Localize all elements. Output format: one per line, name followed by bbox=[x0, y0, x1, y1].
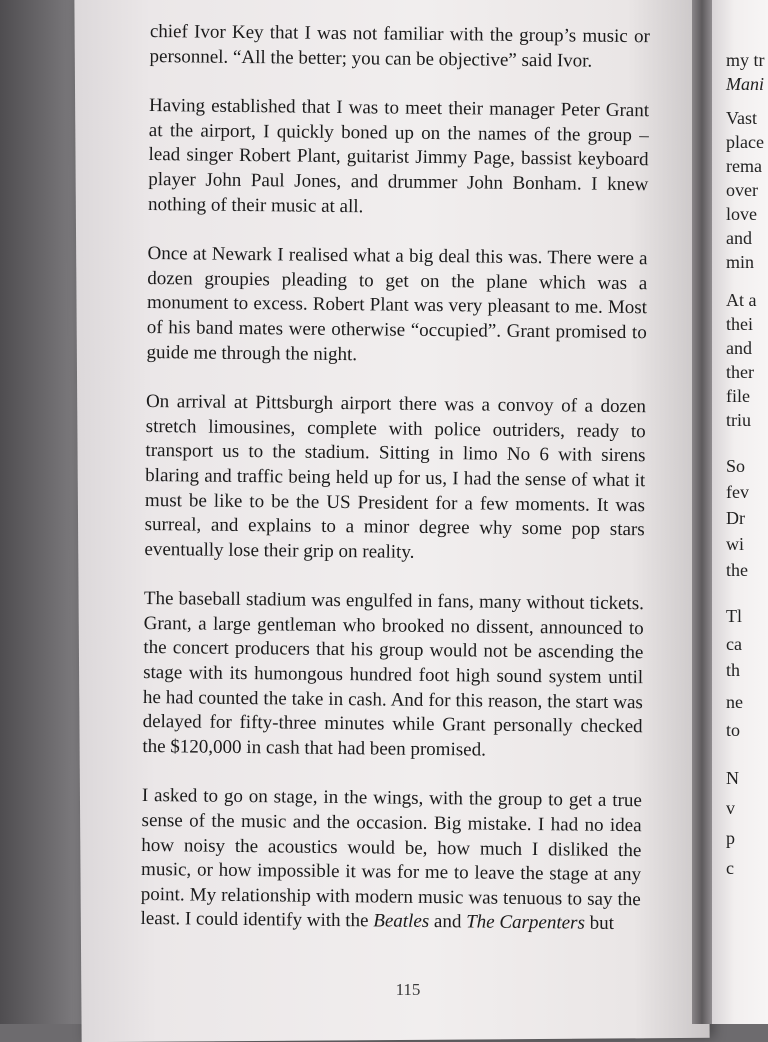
paragraph-6-text-b: and bbox=[429, 911, 467, 933]
facing-line: ca bbox=[726, 634, 742, 654]
paragraph-3: Once at Newark I realised what a big deal this was. There were a dozen groupies pleading to get on the plane which was a monument to excess. Robert Plant was very pleasant to me. Most of his band mates were otherwise “occupied”. Grant promised to guide me through the night. bbox=[146, 243, 648, 365]
paragraph-6 bbox=[140, 784, 642, 937]
facing-line: and bbox=[726, 228, 752, 248]
facing-line: p bbox=[726, 828, 735, 848]
italic-carpenters: The Carpenters bbox=[466, 911, 586, 935]
facing-line: N bbox=[726, 768, 739, 788]
facing-line: love bbox=[726, 204, 757, 224]
facing-line: ther bbox=[726, 362, 754, 382]
facing-line: thei bbox=[726, 314, 753, 334]
facing-line: over bbox=[726, 180, 758, 200]
facing-line: triu bbox=[726, 410, 751, 430]
facing-line: my tr bbox=[726, 50, 765, 70]
paragraph-4: On arrival at Pittsburgh airport there was a convoy of a dozen stretch limousines, complete with police outriders, ready to transport us to the stadium. Sitting in limo No 6 with sirens blaring and traffic being held up for us, I had the sense of what it must be like to be the US President for a few moments. It was surreal, and explains to a minor degree why some pop stars eventually lose their grip on reality. bbox=[144, 391, 647, 563]
facing-line: th bbox=[726, 660, 741, 680]
paragraph-2: Having established that I was to meet their manager Peter Grant at the airport, I quickly boned up on the names of the group – lead singer Robert Plant, guitarist Jimmy Page, bassist keyboard player John Paul Jones, and drummer John Bonham. I knew nothing of their music at all. bbox=[147, 95, 650, 217]
facing-line: rema bbox=[726, 156, 762, 176]
page-number: 115 bbox=[395, 980, 421, 999]
page-text bbox=[140, 20, 650, 962]
facing-line: wi bbox=[726, 534, 744, 554]
facing-line: Tl bbox=[726, 606, 742, 626]
facing-line: Dr bbox=[726, 508, 745, 528]
facing-line: file bbox=[726, 386, 750, 406]
facing-line: Mani bbox=[726, 74, 764, 94]
paragraph-6-text-c: but bbox=[584, 913, 615, 935]
italic-beatles: Beatles bbox=[373, 910, 430, 933]
facing-line: to bbox=[726, 720, 741, 740]
facing-line: min bbox=[726, 252, 755, 272]
facing-line: fev bbox=[726, 482, 749, 502]
facing-line: c bbox=[726, 858, 734, 878]
facing-line: v bbox=[726, 798, 735, 818]
facing-line: the bbox=[726, 560, 748, 580]
facing-line: place bbox=[726, 132, 764, 152]
facing-line: Vast bbox=[726, 108, 757, 128]
paragraph-5: The baseball stadium was engulfed in fans, many without tickets. Grant, a large gentleman who brooked no dissent, announced to the concert producers that his group would not be ascending the stage with its humongous hundred foot high sound system until he had counted the take in cash. And for this reason, the start was delayed for fifty-three minutes while Grant personally checked the $120,000 in cash that had been promised. bbox=[142, 588, 645, 761]
paragraph-6-text-a: I asked to go on stage, in the wings, with the group to get a true sense of the music and the occasion. Big mistake. I had no idea how noisy the acoustics would be, how much I disliked the music, or how impossible it was for me to leave the stage at any point. My relationship with modern music was tenuous to say the least. I could identify with the bbox=[140, 785, 642, 932]
facing-line: So bbox=[726, 456, 746, 476]
book-gutter bbox=[692, 0, 714, 1024]
facing-line: ne bbox=[726, 692, 743, 712]
facing-line: At a bbox=[726, 290, 757, 310]
facing-page bbox=[712, 0, 768, 1024]
facing-line: and bbox=[726, 338, 752, 358]
paragraph-1: chief Ivor Key that I was not familiar with the group’s music or personnel. “All the better; you can be objective” said Ivor. bbox=[149, 20, 650, 72]
